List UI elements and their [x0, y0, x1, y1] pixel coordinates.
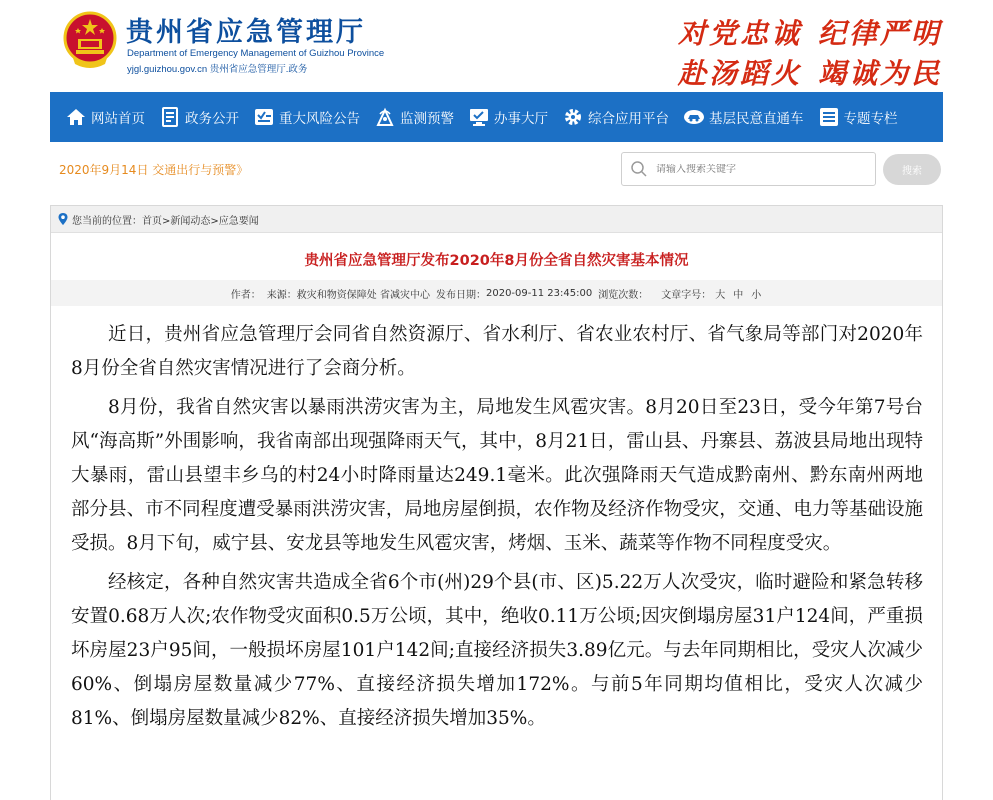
site-title: 贵州省应急管理厅 — [126, 17, 366, 48]
site-url: yjgl.guizhou.gov.cn 贵州省应急管理厅.政务 — [127, 64, 308, 75]
nav-item-monitoring[interactable] — [367, 92, 461, 142]
font-size-medium-link[interactable]: 中 — [733, 289, 744, 301]
article-paragraph: 8月份，我省自然灾害以暴雨洪涝灾害为主，局地发生风雹灾害。8月20日至23日，受今年第7号台风“海高斯”外围影响，我省南部出现强降雨天气，其中，8月21日，雷山县、丹寨县、荔波县局地出现特大暴雨，雷山县望丰乡乌的村24小时降雨量达249.1毫米。此次强降雨天气造成黔南州、黔东南州两地部分县、市不同程度遭受暴雨洪涝灾害，局地房屋倒损，农作物及经济作物受灾，交通、电力等基础设施受损。8月下旬，威宁县、安龙县等地发生风雹灾害，烤烟、玉米、蔬菜等作物不同程度受灾。 — [71, 397, 923, 554]
article-body — [71, 318, 923, 741]
nav-item-major-risk[interactable] — [246, 92, 367, 142]
views-label: 浏览次数： — [598, 289, 649, 301]
font-size-small-link[interactable]: 小 — [751, 289, 762, 301]
source-value: 救灾和物资保障处 省减灾中心 — [296, 289, 430, 301]
date-label: 发布日期： — [435, 289, 486, 301]
search-button[interactable]: 搜索 — [883, 154, 941, 185]
source-label: 来源： — [266, 289, 297, 301]
article-container — [50, 205, 943, 800]
article-paragraph: 经核定，各种自然灾害共造成全省6个市(州)29个县(市、区)5.22万人次受灾，临时避险和紧急转移安置0.68万人次;农作物受灾面积0.5万公顷，其中，绝收0.11万公顷;因灾倒塌房屋31户124间，严重损坏房屋23户95间，一般损坏房屋101户142间;直接经济损失3.89亿元。与去年同期相比，受灾人次减少60%、倒塌房屋数量减少77%、直接经济损失增加172%。与前5年同期均值相比，受灾人次减少81%、倒塌房屋数量减少82%、直接经济损失增加35%。 — [71, 572, 923, 729]
nav-item-service-hall[interactable] — [461, 92, 555, 142]
signal-icon — [374, 106, 396, 128]
date-notice-link[interactable]: 2020年9月14日 交通出行与预警》 — [59, 163, 249, 177]
font-size-label: 文章字号： — [661, 289, 712, 301]
search-icon — [622, 153, 656, 185]
nav-label: 综合应用平台 — [588, 111, 669, 127]
gear-icon — [562, 106, 584, 128]
slogan-4: 竭诚为民 — [818, 57, 943, 90]
home-icon — [65, 106, 87, 128]
breadcrumb-text[interactable]: 您当前的位置：首页>新闻动态>应急要闻 — [72, 215, 259, 227]
slogan-2: 纪律严明 — [818, 17, 943, 50]
font-size-large-link[interactable]: 大 — [715, 289, 726, 301]
search-box — [621, 152, 876, 186]
nav-label: 重大风险公告 — [279, 111, 360, 127]
car-icon — [683, 106, 705, 128]
site-header — [0, 0, 993, 92]
nav-item-public-opinion[interactable] — [676, 92, 811, 142]
article-meta — [51, 280, 942, 306]
nav-item-platform[interactable] — [555, 92, 676, 142]
checklist-icon — [253, 106, 275, 128]
nav-label: 网站首页 — [91, 111, 145, 127]
article-title: 贵州省应急管理厅发布2020年8月份全省自然灾害基本情况 — [304, 253, 689, 269]
monitor-check-icon — [468, 106, 490, 128]
date-value: 2020-09-11 23:45:00 — [485, 287, 593, 299]
nav-label: 办事大厅 — [494, 111, 548, 127]
slogan-1: 对党忠诚 — [678, 17, 803, 50]
document-icon — [159, 106, 181, 128]
location-pin-icon — [57, 212, 69, 226]
nav-label: 政务公开 — [185, 111, 239, 127]
author-label: 作者： — [230, 289, 261, 301]
search-input[interactable] — [656, 164, 866, 175]
nav-label: 基层民意直通车 — [709, 111, 804, 127]
nav-label: 专题专栏 — [843, 111, 898, 127]
nav-item-home[interactable] — [58, 92, 152, 142]
nav-item-government-affairs[interactable] — [152, 92, 246, 142]
nav-item-special-topics[interactable] — [811, 92, 905, 142]
main-nav — [50, 92, 943, 142]
national-emblem-icon — [63, 10, 117, 70]
article-paragraph: 近日，贵州省应急管理厅会同省自然资源厅、省水利厅、省农业农村厅、省气象局等部门对2020年8月份全省自然灾害情况进行了会商分析。 — [71, 324, 923, 379]
breadcrumb — [51, 206, 942, 233]
site-english-name: Department of Emergency Management of Guizhou Province — [127, 48, 385, 59]
grid-icon — [818, 106, 840, 128]
nav-label: 监测预警 — [400, 111, 454, 127]
slogan-3: 赴汤蹈火 — [678, 57, 803, 90]
